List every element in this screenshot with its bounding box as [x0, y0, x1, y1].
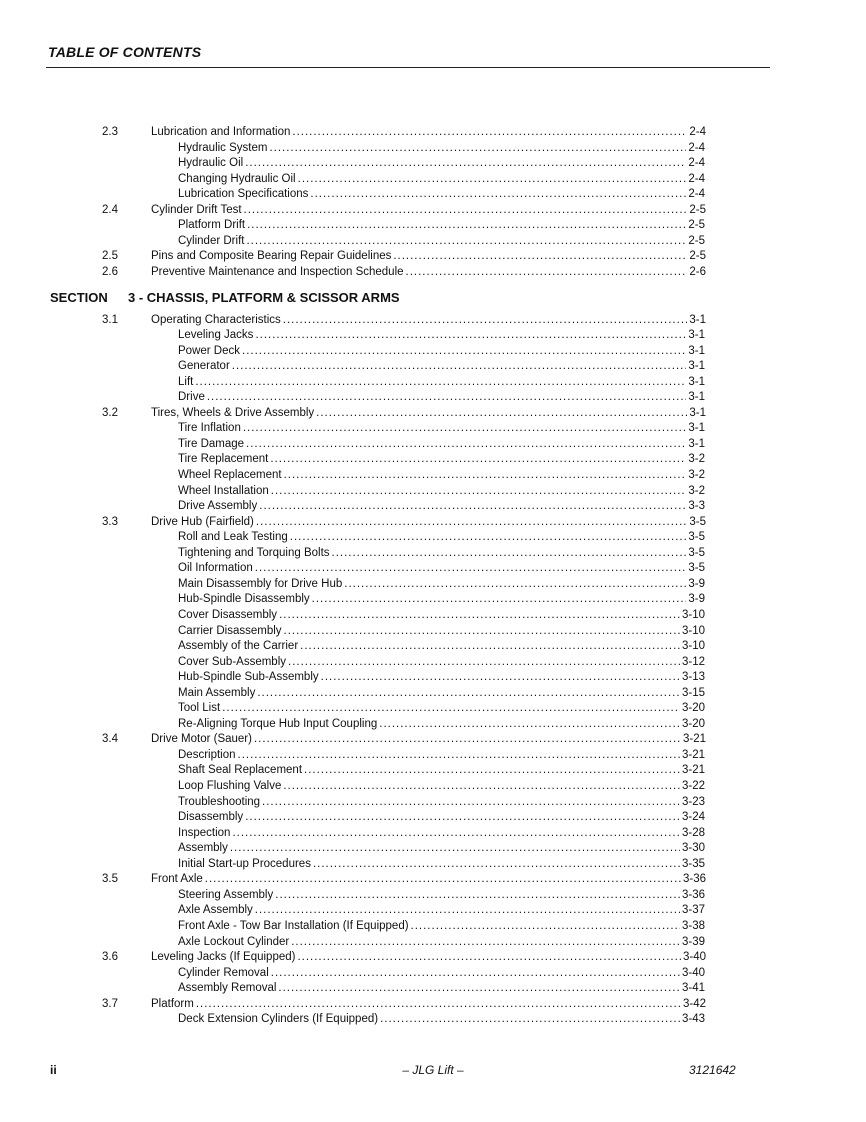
toc-leader-dots — [246, 437, 686, 452]
toc-leader-dots — [207, 390, 687, 405]
toc-leader-dots — [232, 359, 687, 374]
toc-entry-page: 3-1 — [688, 391, 705, 404]
toc-entry-number: 3.7 — [102, 997, 118, 1010]
toc-entry-page: 3-10 — [681, 640, 705, 653]
toc-entry-number: 3.1 — [102, 313, 118, 326]
toc-leader-dots — [291, 935, 680, 950]
toc-entry-label: Assembly Removal — [178, 982, 277, 995]
toc-entry[interactable] — [0, 826, 866, 841]
toc-entry-label: Steering Assembly — [178, 888, 274, 901]
toc-entry[interactable] — [0, 763, 866, 778]
toc-entry[interactable] — [0, 592, 866, 607]
toc-leader-dots — [283, 313, 688, 328]
toc-entry-page: 3-40 — [682, 951, 706, 964]
toc-entry[interactable] — [0, 515, 866, 530]
toc-leader-dots — [283, 779, 680, 794]
toc-entry[interactable] — [0, 452, 866, 467]
toc-entry[interactable] — [0, 313, 866, 328]
toc-entry-label: Shaft Seal Replacement — [178, 764, 303, 777]
toc-entry[interactable] — [0, 468, 866, 483]
toc-entry-page: 3-1 — [688, 422, 705, 435]
toc-entry-page: 3-5 — [688, 546, 705, 559]
toc-entry[interactable] — [0, 981, 866, 996]
toc-leader-dots — [245, 156, 686, 171]
toc-entry-label: Tire Damage — [178, 437, 245, 450]
section-title: 3 - CHASSIS, PLATFORM & SCISSOR ARMS — [128, 289, 400, 305]
toc-entry[interactable] — [0, 903, 866, 918]
toc-entry[interactable] — [0, 172, 866, 187]
toc-leader-dots — [245, 810, 680, 825]
toc-entry[interactable] — [0, 624, 866, 639]
toc-entry[interactable] — [0, 810, 866, 825]
toc-entry[interactable] — [0, 748, 866, 763]
toc-entry-page: 3-43 — [681, 1013, 705, 1026]
section-label: SECTION — [50, 289, 108, 305]
toc-entry-label: Lift — [178, 375, 194, 388]
toc-entry[interactable] — [0, 577, 866, 592]
toc-leader-dots — [379, 717, 680, 732]
toc-leader-dots — [271, 484, 687, 499]
toc-entry-label: Tool List — [178, 702, 221, 715]
toc-entry-page: 3-2 — [688, 484, 705, 497]
toc-entry[interactable] — [0, 950, 866, 965]
toc-leader-dots — [238, 748, 680, 763]
toc-entry[interactable] — [0, 795, 866, 810]
toc-entry-page: 3-40 — [681, 966, 705, 979]
toc-leader-dots — [232, 826, 680, 841]
toc-entry-page: 3-36 — [682, 873, 706, 886]
toc-entry-number: 3.2 — [102, 406, 118, 419]
toc-entry[interactable] — [0, 935, 866, 950]
toc-leader-dots — [243, 421, 687, 436]
toc-entry-label: Drive Hub (Fairfield) — [151, 515, 254, 528]
toc-entry[interactable] — [0, 328, 866, 343]
toc-entry-label: Oil Information — [178, 562, 253, 575]
toc-entry-page: 3-2 — [688, 453, 705, 466]
toc-entry-number: 2.3 — [102, 126, 118, 138]
toc-entry-page: 2-5 — [688, 219, 705, 232]
toc-entry[interactable] — [0, 997, 866, 1012]
toc-entry-page: 3-3 — [688, 500, 705, 513]
toc-entry-label: Troubleshooting — [178, 795, 261, 808]
toc-leader-dots — [230, 841, 680, 856]
toc-leader-dots — [279, 608, 680, 623]
toc-entry-page: 3-38 — [681, 919, 705, 932]
toc-entry-page: 2-5 — [689, 250, 706, 263]
toc-entry-page: 2-6 — [689, 265, 706, 278]
toc-entry[interactable] — [0, 779, 866, 794]
toc-entry-page: 3-21 — [681, 748, 705, 761]
toc-leader-dots — [284, 468, 687, 483]
toc-entry-page: 2-4 — [688, 172, 705, 185]
toc-entry-label: Wheel Installation — [178, 484, 269, 497]
toc-entry-label: Lubrication and Information — [151, 126, 291, 138]
toc-leader-dots — [246, 234, 686, 249]
toc-leader-dots — [242, 344, 686, 359]
toc-entry[interactable] — [0, 437, 866, 452]
toc-entry[interactable] — [0, 919, 866, 934]
toc-entry[interactable] — [0, 966, 866, 981]
toc-entry-page: 3-1 — [688, 360, 705, 373]
toc-entry[interactable] — [0, 639, 866, 654]
toc-entry[interactable] — [0, 857, 866, 872]
toc-entry[interactable] — [0, 265, 866, 280]
toc-entry-page: 3-21 — [682, 733, 706, 746]
toc-leader-dots — [300, 639, 680, 654]
toc-entry-page: 2-4 — [688, 141, 705, 154]
toc-leader-dots — [255, 903, 680, 918]
toc-leader-dots — [344, 577, 686, 592]
toc-entry[interactable] — [0, 717, 866, 732]
toc-entry-label: Tire Replacement — [178, 453, 269, 466]
toc-leader-dots — [205, 872, 681, 887]
toc-entry[interactable] — [0, 670, 866, 685]
toc-entry-label: Cover Disassembly — [178, 608, 278, 621]
toc-entry-label: Front Axle — [151, 873, 203, 886]
toc-entry-page: 3-5 — [688, 531, 705, 544]
toc-entry-label: Hydraulic System — [178, 141, 268, 154]
toc-entry-page: 3-28 — [681, 826, 705, 839]
toc-leader-dots — [288, 655, 680, 670]
toc-entry[interactable] — [0, 686, 866, 701]
toc-entry-label: Platform — [151, 997, 194, 1010]
toc-entry-page: 3-10 — [681, 624, 705, 637]
toc-leader-dots — [259, 499, 686, 514]
toc-entry-page: 3-9 — [688, 577, 705, 590]
toc-entry[interactable] — [0, 141, 866, 156]
toc-entry-page: 3-5 — [689, 515, 706, 528]
toc-entry-label: Description — [178, 748, 236, 761]
toc-entry-page: 3-1 — [688, 375, 705, 388]
toc-entry-page: 3-1 — [688, 329, 705, 342]
toc-entry[interactable] — [0, 888, 866, 903]
toc-entry-page: 3-1 — [689, 313, 706, 326]
toc-entry[interactable] — [0, 546, 866, 561]
toc-leader-dots — [284, 624, 680, 639]
toc-entry[interactable] — [0, 608, 866, 623]
toc-entry-number: 3.5 — [102, 873, 118, 886]
toc-leader-dots — [292, 125, 687, 140]
toc-entry-label: Axle Lockout Cylinder — [178, 935, 290, 948]
toc-entry-label: Generator — [178, 360, 230, 373]
toc-leader-dots — [380, 1012, 680, 1027]
toc-entry[interactable] — [0, 655, 866, 670]
toc-leader-dots — [312, 592, 687, 607]
toc-entry[interactable] — [0, 701, 866, 716]
toc-entry-page: 3-13 — [681, 671, 705, 684]
toc-entry-label: Leveling Jacks (If Equipped) — [151, 951, 296, 964]
toc-entry-page: 3-42 — [682, 997, 706, 1010]
toc-entry-page: 3-1 — [688, 437, 705, 450]
toc-entry-label: Carrier Disassembly — [178, 624, 282, 637]
toc-leader-dots — [257, 686, 680, 701]
toc-entry-page: 3-30 — [681, 842, 705, 855]
toc-leader-dots — [222, 701, 680, 716]
toc-entry-page: 3-36 — [681, 888, 705, 901]
footer-page-number: ii — [50, 1063, 57, 1077]
toc-entry-label: Inspection — [178, 826, 231, 839]
section-heading — [0, 289, 866, 307]
toc-entry-label: Re-Aligning Torque Hub Input Coupling — [178, 717, 378, 730]
toc-entry-page: 3-23 — [681, 795, 705, 808]
toc-entry-page: 3-35 — [681, 857, 705, 870]
toc-entry[interactable] — [0, 421, 866, 436]
toc-entry[interactable] — [0, 375, 866, 390]
toc-leader-dots — [275, 888, 680, 903]
toc-entry-page: 3-39 — [681, 935, 705, 948]
toc-entry[interactable] — [0, 344, 866, 359]
toc-entry-label: Assembly — [178, 842, 228, 855]
toc-entry[interactable] — [0, 187, 866, 202]
toc-entry[interactable] — [0, 841, 866, 856]
toc-leader-dots — [196, 997, 681, 1012]
toc-entry[interactable] — [0, 1012, 866, 1027]
toc-entry-page: 3-21 — [681, 764, 705, 777]
toc-leader-dots — [297, 950, 681, 965]
toc-leader-dots — [310, 187, 686, 202]
toc-entry-page: 3-5 — [688, 562, 705, 575]
toc-leader-dots — [304, 763, 680, 778]
toc-entry-page: 3-20 — [681, 702, 705, 715]
toc-leader-dots — [298, 172, 687, 187]
toc-entry-page: 3-12 — [681, 655, 705, 668]
toc-entry-label: Loop Flushing Valve — [178, 780, 282, 792]
toc-entry[interactable] — [0, 218, 866, 233]
toc-leader-dots — [278, 981, 680, 996]
toc-entry-page: 2-4 — [688, 157, 705, 170]
toc-entry[interactable] — [0, 484, 866, 499]
toc-entry-label: Deck Extension Cylinders (If Equipped) — [178, 1013, 379, 1026]
toc-leader-dots — [406, 265, 688, 280]
toc-entry-label: Changing Hydraulic Oil — [178, 172, 296, 185]
toc-leader-dots — [290, 530, 687, 545]
toc-entry-label: Drive — [178, 391, 205, 404]
toc-leader-dots — [411, 919, 680, 934]
toc-entry-number: 2.4 — [102, 203, 118, 216]
toc-entry-number: 2.5 — [102, 250, 118, 263]
toc-leader-dots — [256, 515, 687, 530]
toc-entry-page: 3-22 — [681, 780, 705, 792]
toc-entry-page: 3-2 — [688, 469, 705, 481]
toc-entry-label: Tires, Wheels & Drive Assembly — [151, 406, 315, 419]
toc-entry-label: Cylinder Removal — [178, 966, 269, 979]
toc-entry-number: 3.6 — [102, 951, 118, 964]
toc-entry[interactable] — [0, 406, 866, 421]
toc-entry-label: Hub-Spindle Disassembly — [178, 593, 310, 606]
page-header-title: TABLE OF CONTENTS — [48, 44, 202, 60]
toc-entry-label: Leveling Jacks — [178, 329, 254, 342]
toc-entry-page: 3-15 — [681, 686, 705, 699]
toc-entry-label: Hydraulic Oil — [178, 157, 244, 170]
toc-entry-number: 2.6 — [102, 265, 118, 278]
toc-entry-number: 3.4 — [102, 733, 118, 746]
toc-leader-dots — [247, 218, 686, 233]
toc-entry-label: Cylinder Drift Test — [151, 203, 242, 216]
footer-center-text: – JLG Lift – — [402, 1063, 464, 1077]
toc-entry-label: Disassembly — [178, 811, 244, 824]
toc-entry-label: Lubrication Specifications — [178, 188, 309, 201]
toc-entry[interactable] — [0, 499, 866, 514]
toc-entry-page: 3-10 — [681, 608, 705, 621]
toc-entry[interactable] — [0, 561, 866, 576]
header-rule — [46, 67, 770, 68]
toc-entry[interactable] — [0, 390, 866, 405]
toc-leader-dots — [271, 966, 680, 981]
toc-entry-label: Operating Characteristics — [151, 313, 281, 326]
toc-entry-label: Wheel Replacement — [178, 469, 282, 481]
toc-entry-label: Tightening and Torquing Bolts — [178, 546, 330, 559]
toc-entry[interactable] — [0, 249, 866, 264]
toc-entry-label: Roll and Leak Testing — [178, 531, 288, 544]
toc-entry-page: 2-5 — [689, 203, 706, 216]
toc-entry-label: Hub-Spindle Sub-Assembly — [178, 671, 319, 684]
toc-entry-label: Pins and Composite Bearing Repair Guidelines — [151, 250, 392, 263]
toc-entry-label: Assembly of the Carrier — [178, 640, 299, 653]
toc-entry[interactable] — [0, 530, 866, 545]
toc-entry-label: Axle Assembly — [178, 904, 253, 917]
toc-entry-page: 3-20 — [681, 717, 705, 730]
toc-leader-dots — [270, 452, 686, 467]
toc-entry-label: Cylinder Drift — [178, 234, 245, 247]
toc-entry[interactable] — [0, 359, 866, 374]
toc-leader-dots — [313, 857, 680, 872]
toc-entry-label: Tire Inflation — [178, 422, 241, 435]
toc-entry-page: 3-9 — [688, 593, 705, 606]
toc-entry[interactable] — [0, 156, 866, 171]
toc-entry-label: Power Deck — [178, 344, 240, 357]
toc-entry[interactable] — [0, 872, 866, 887]
toc-entry[interactable] — [0, 732, 866, 747]
toc-entry-label: Preventive Maintenance and Inspection Schedule — [151, 265, 404, 278]
toc-leader-dots — [269, 141, 686, 156]
toc-leader-dots — [195, 375, 686, 390]
toc-leader-dots — [393, 249, 687, 264]
toc-entry[interactable] — [0, 234, 866, 249]
toc-entry-label: Platform Drift — [178, 219, 246, 232]
toc-entry-page: 3-1 — [689, 406, 706, 419]
toc-entry-page: 2-5 — [688, 234, 705, 247]
toc-entry-label: Drive Motor (Sauer) — [151, 733, 252, 746]
toc-entry-label: Main Assembly — [178, 686, 256, 699]
toc-leader-dots — [332, 546, 687, 561]
toc-leader-dots — [255, 328, 686, 343]
toc-entry-page: 3-1 — [688, 344, 705, 357]
toc-entry-label: Front Axle - Tow Bar Installation (If Equipped) — [178, 919, 409, 932]
toc-leader-dots — [255, 561, 687, 576]
toc-entry-number: 3.3 — [102, 515, 118, 528]
toc-entry-page: 2-4 — [688, 188, 705, 201]
toc-entry-label: Drive Assembly — [178, 500, 258, 513]
toc-entry-page: 2-4 — [689, 126, 706, 138]
toc-entry-page: 3-37 — [681, 904, 705, 917]
toc-entry-label: Initial Start-up Procedures — [178, 857, 311, 870]
toc-leader-dots — [262, 795, 680, 810]
toc-entry-page: 3-24 — [681, 811, 705, 824]
toc-entry-label: Main Disassembly for Drive Hub — [178, 577, 343, 590]
toc-entry-page: 3-41 — [681, 982, 705, 995]
footer-doc-number: 3121642 — [689, 1063, 736, 1077]
toc-entry-label: Cover Sub-Assembly — [178, 655, 287, 668]
toc-entry[interactable] — [0, 203, 866, 218]
toc-entry[interactable] — [0, 125, 866, 140]
toc-leader-dots — [321, 670, 680, 685]
toc-leader-dots — [244, 203, 688, 218]
toc-leader-dots — [316, 406, 687, 421]
toc-leader-dots — [254, 732, 681, 747]
